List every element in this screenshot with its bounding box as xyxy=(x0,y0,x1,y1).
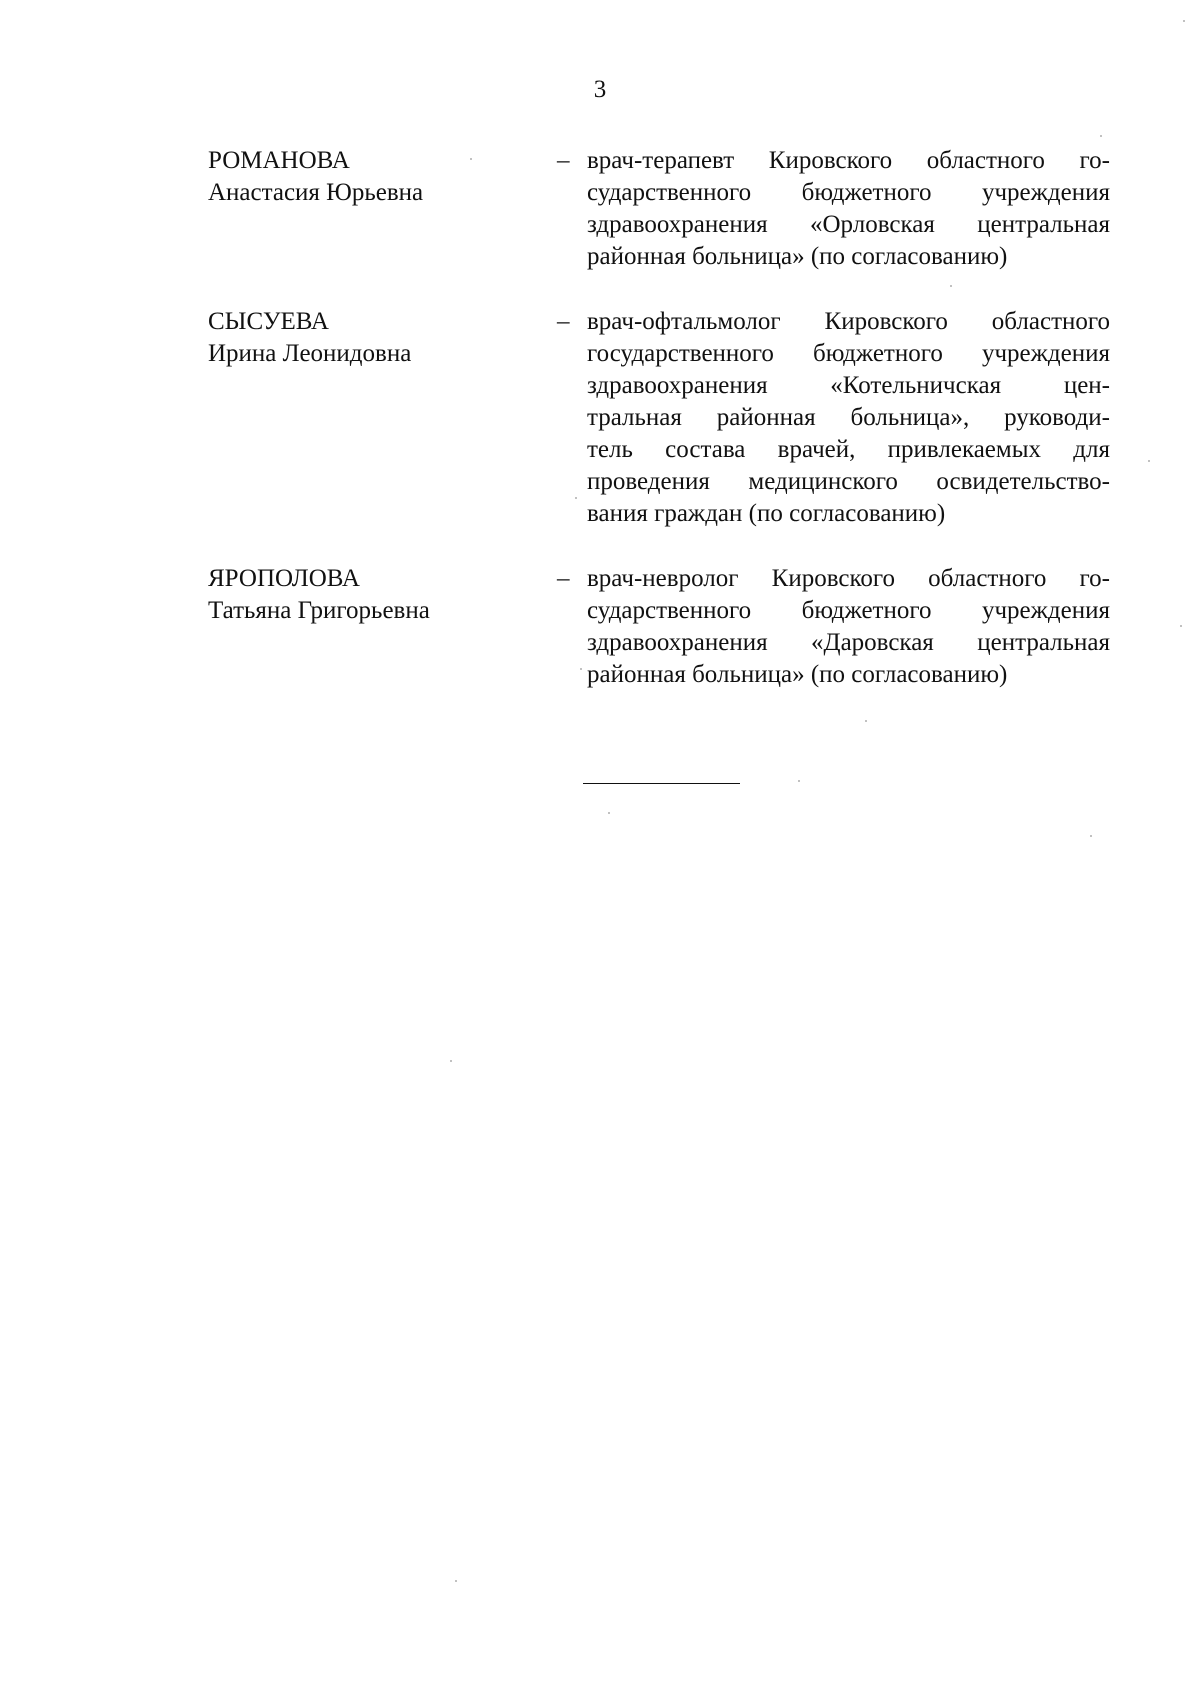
scan-speck xyxy=(450,1060,452,1062)
description-line: сударственного бюджетного учреждения xyxy=(587,179,1110,206)
description-line: тель состава врачей, привлекаемых для xyxy=(587,436,1110,463)
description-line: здравоохранения «Орловская центральная xyxy=(587,211,1110,238)
description-line: врач-офтальмолог Кировского областного xyxy=(587,308,1110,335)
member-surname: РОМАНОВА xyxy=(208,147,350,174)
member-given-names: Ирина Леонидовна xyxy=(208,340,412,367)
member-surname: ЯРОПОЛОВА xyxy=(208,565,360,592)
scan-speck xyxy=(798,780,800,782)
member-description xyxy=(587,306,1110,530)
description-line: районная больница» (по согласованию) xyxy=(587,661,1008,688)
description-line: вания граждан (по согласованию) xyxy=(587,500,946,527)
member-description xyxy=(587,145,1110,273)
description-line: здравоохранения «Котельничская цен- xyxy=(587,372,1110,399)
closing-rule xyxy=(583,783,740,784)
scan-speck xyxy=(1180,625,1182,627)
scan-speck xyxy=(865,720,867,722)
scan-speck xyxy=(950,285,952,287)
member-given-names: Анастасия Юрьевна xyxy=(208,179,424,206)
description-line: здравоохранения «Даровская центральная xyxy=(587,629,1110,656)
member-name xyxy=(208,563,508,627)
entry-dash: – xyxy=(557,565,570,592)
entry-dash: – xyxy=(557,147,570,174)
description-line: врач-невролог Кировского областного го- xyxy=(587,565,1110,592)
member-description xyxy=(587,563,1110,691)
description-line: врач-терапевт Кировского областного го- xyxy=(587,147,1110,174)
member-given-names: Татьяна Григорьевна xyxy=(208,597,430,624)
description-line: проведения медицинского освидетельство- xyxy=(587,468,1110,495)
scan-speck xyxy=(470,158,472,160)
scan-speck xyxy=(608,812,610,814)
scan-speck xyxy=(1183,20,1185,22)
page-number: 3 xyxy=(593,76,607,103)
member-name xyxy=(208,145,508,209)
scan-speck xyxy=(1100,135,1102,137)
scan-speck xyxy=(1090,835,1092,837)
scan-speck xyxy=(455,1580,457,1582)
description-line: тральная районная больница», руководи- xyxy=(587,404,1110,431)
scan-speck xyxy=(1148,460,1150,462)
member-name xyxy=(208,306,508,370)
description-line: районная больница» (по согласованию) xyxy=(587,243,1008,270)
scan-speck xyxy=(580,668,582,670)
description-line: государственного бюджетного учреждения xyxy=(587,340,1110,367)
scan-speck xyxy=(575,497,577,499)
description-line: сударственного бюджетного учреждения xyxy=(587,597,1110,624)
entry-dash: – xyxy=(557,308,570,335)
member-surname: СЫСУЕВА xyxy=(208,308,329,335)
